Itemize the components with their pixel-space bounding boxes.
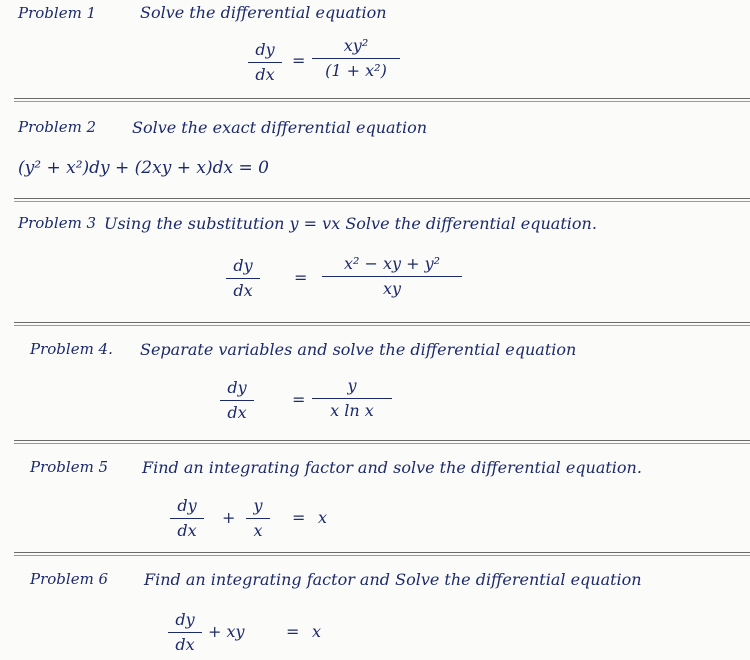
problem-2-label: Problem 2 xyxy=(18,118,97,136)
divider-3 xyxy=(14,322,750,323)
problem-3-lhs-den: dx xyxy=(233,281,253,300)
problem-6-plus-term: + xy xyxy=(208,622,245,641)
problem-4-lhs-bar xyxy=(220,400,254,401)
problem-5-lhs-num: dy xyxy=(177,496,197,515)
problem-1-rhs-num: xy² xyxy=(343,36,369,55)
divider-5 xyxy=(14,552,750,553)
problem-3-rhs-bar xyxy=(322,276,462,277)
problem-5-lhs-bar xyxy=(170,518,204,519)
problem-1-lhs-bar xyxy=(248,62,282,63)
problem-1-instruction: Solve the differential equation xyxy=(140,3,387,22)
problem-1-equals: = xyxy=(292,51,306,70)
problem-1-rhs-fraction xyxy=(312,36,400,81)
problem-4-rhs-bar xyxy=(312,398,392,399)
problem-6-label: Problem 6 xyxy=(30,570,109,588)
problem-4-rhs-den: x ln x xyxy=(330,401,374,420)
problem-6-instruction: Find an integrating factor and Solve the differential equation xyxy=(144,570,642,589)
problem-5-rhs: x xyxy=(318,508,328,527)
problem-4-rhs-fraction xyxy=(312,376,392,421)
problem-1-lhs-num: dy xyxy=(255,40,275,59)
problem-6-lhs-bar xyxy=(168,632,202,633)
problem-5-equals: = xyxy=(292,508,306,527)
problem-4-equals: = xyxy=(292,390,306,409)
problem-5-instruction: Find an integrating factor and solve the differential equation. xyxy=(142,458,642,477)
problem-3-lhs-num: dy xyxy=(233,256,253,275)
problem-4-lhs-num: dy xyxy=(227,378,247,397)
problem-5-plus: + xyxy=(222,508,236,527)
problem-6-lhs-num: dy xyxy=(175,610,195,629)
problem-3-label: Problem 3 xyxy=(18,214,97,232)
divider-4 xyxy=(14,440,750,441)
problem-5-mid-bar xyxy=(246,518,270,519)
problem-6-rhs: x xyxy=(312,622,322,641)
problem-6-lhs-fraction xyxy=(168,610,202,655)
problem-5-lhs-den: dx xyxy=(177,521,197,540)
problem-3-rhs-fraction xyxy=(322,254,462,299)
problem-4-label: Problem 4. xyxy=(30,340,113,358)
problem-2-equation: (y² + x²)dy + (2xy + x)dx = 0 xyxy=(18,158,269,178)
divider-1 xyxy=(14,98,750,99)
problem-1-lhs-fraction xyxy=(248,40,282,85)
problem-1-rhs-bar xyxy=(312,58,400,59)
problem-1-label: Problem 1 xyxy=(18,4,97,22)
problem-2-instruction: Solve the exact differential equation xyxy=(132,118,428,137)
problem-3-instruction: Using the substitution y = vx Solve the differential equation. xyxy=(104,214,597,233)
problem-1-rhs-den: (1 + x²) xyxy=(325,61,387,80)
problem-3-lhs-bar xyxy=(226,278,260,279)
problem-4-lhs-fraction xyxy=(220,378,254,423)
problem-5-mid-num: y xyxy=(253,496,263,515)
problem-5-lhs-fraction xyxy=(170,496,204,541)
problem-4-rhs-num: y xyxy=(347,376,357,395)
problem-1-lhs-den: dx xyxy=(255,65,275,84)
problem-5-mid-den: x xyxy=(253,521,263,540)
divider-2 xyxy=(14,198,750,199)
problem-3-rhs-num: x² − xy + y² xyxy=(343,254,441,273)
problem-5-mid-fraction xyxy=(246,496,270,541)
problem-3-rhs-den: xy xyxy=(382,279,402,298)
problem-3-equals: = xyxy=(294,268,308,287)
problem-6-equals: = xyxy=(286,622,300,641)
problem-5-label: Problem 5 xyxy=(30,458,109,476)
problem-3-lhs-fraction xyxy=(226,256,260,301)
problem-4-lhs-den: dx xyxy=(227,403,247,422)
problem-4-instruction: Separate variables and solve the differential equation xyxy=(140,340,577,359)
problem-6-lhs-den: dx xyxy=(175,635,195,654)
